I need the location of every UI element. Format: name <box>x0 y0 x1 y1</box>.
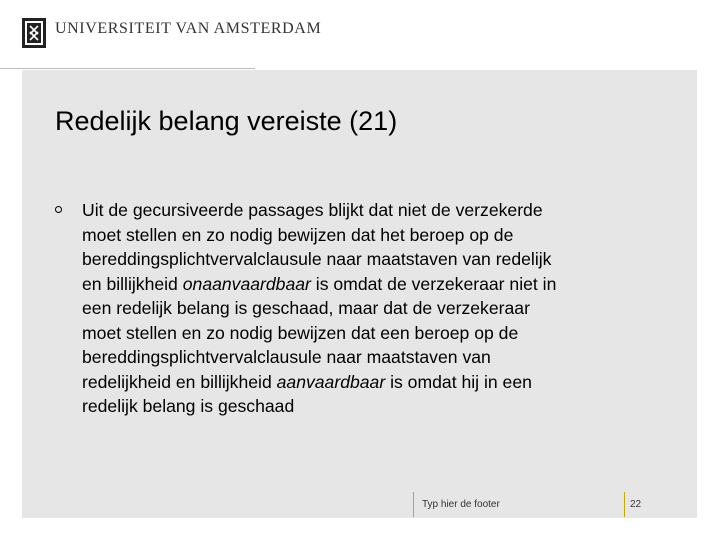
bullet-line-text: bereddingsplichtvervalclausule naar maatstaven van <box>82 347 491 367</box>
hollow-circle-bullet-icon <box>55 206 62 213</box>
footer-divider <box>413 492 414 517</box>
bullet-line-text: redelijk belang is geschaad <box>82 396 295 416</box>
bullet-line-text: Uit de gecursiveerde passages blijkt dat niet de verzekerde <box>82 200 543 220</box>
bullet-line-text: moet stellen en zo nodig bewijzen dat een beroep op de <box>82 322 519 343</box>
bullet-line-text: en billijkheid <box>82 273 183 294</box>
bullet-line <box>82 345 642 370</box>
page-number-divider <box>624 492 625 517</box>
italic-term: onaanvaardbaar <box>182 273 311 294</box>
italic-term: aanvaardbaar <box>276 371 386 392</box>
bullet-line <box>82 272 642 297</box>
bullet-line <box>82 321 642 346</box>
bullet-text <box>82 198 642 419</box>
bullet-line-text: een redelijk belang is geschaad, maar dat de verzekeraar <box>82 298 530 318</box>
bullet-line-text: is omdat hij in een <box>385 371 532 392</box>
header-divider <box>0 68 255 69</box>
bullet-line-text: is omdat de verzekeraar niet in <box>310 273 557 294</box>
bullet-line <box>82 370 642 395</box>
footer-text: Typ hier de footer <box>422 499 500 510</box>
bullet-line-text: redelijkheid en billijkheid <box>82 371 277 392</box>
bullet-line <box>82 223 642 248</box>
slide-title: Redelijk belang vereiste (21) <box>55 106 398 136</box>
bullet-line <box>82 394 642 419</box>
bullet-line <box>82 296 642 321</box>
institution-name: UNIVERSITEIT VAN AMSTERDAM <box>55 20 322 37</box>
bullet-line <box>82 198 642 223</box>
bullet-line <box>82 247 642 272</box>
uva-crest-icon <box>22 18 46 48</box>
page-number: 22 <box>630 499 642 510</box>
bullet-line-text: moet stellen en zo nodig bewijzen dat het beroep op de <box>82 224 514 245</box>
bullet-line-text: bereddingsplichtvervalclausule naar maatstaven van redelijk <box>82 249 552 269</box>
